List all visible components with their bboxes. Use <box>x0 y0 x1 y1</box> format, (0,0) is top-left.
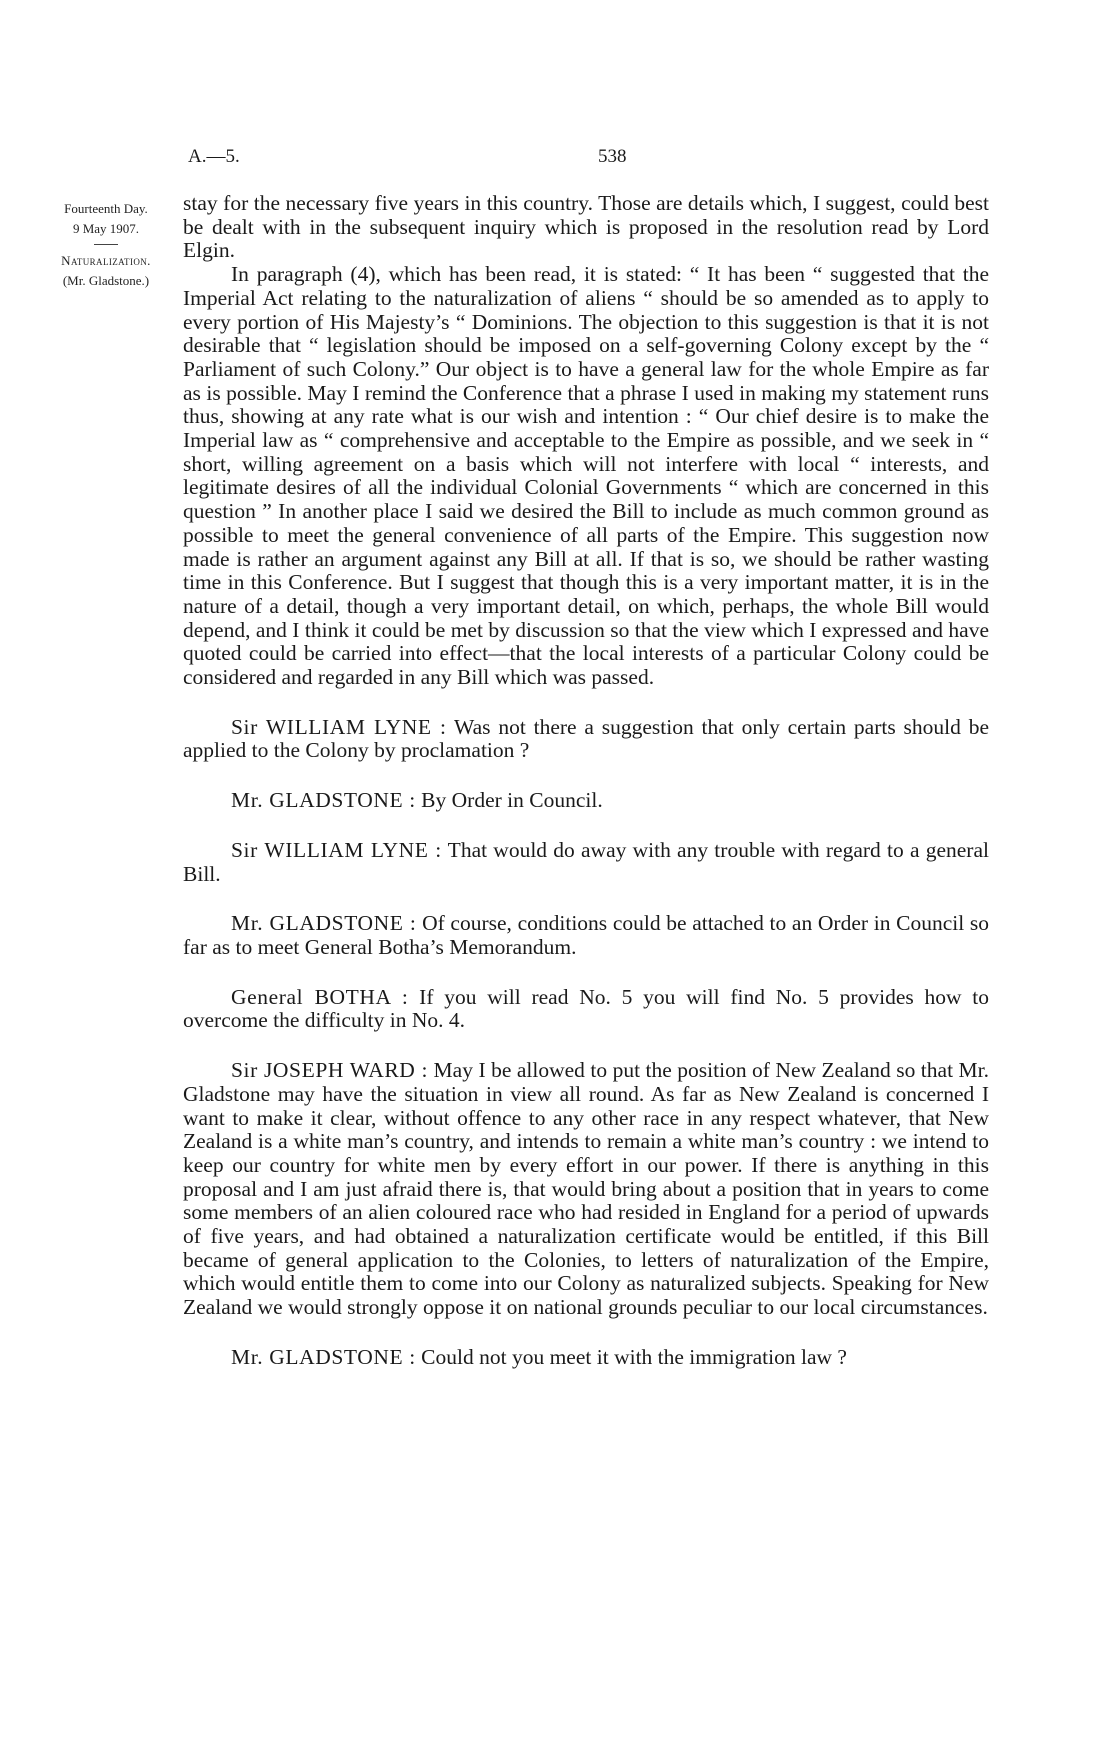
speaker-name: Mr. GLADSTONE : <box>231 911 417 936</box>
speech-paragraph <box>183 986 989 1033</box>
paragraph-continuation <box>183 192 989 263</box>
speech-paragraph <box>183 789 989 813</box>
speech-text: Could not you meet it with the immigration law ? <box>415 1344 847 1369</box>
speech-text: That would do away with any trouble with regard to a general Bill. <box>183 837 989 886</box>
margin-subject: Naturalization. <box>61 253 151 268</box>
page-number: 538 <box>598 146 627 167</box>
margin-date: 9 May 1907. <box>72 221 140 236</box>
speech-text: May I be allowed to put the position of New Zealand so that Mr. Gladstone may have the situation in view all round. As far as New Zealand is concerned I want to make it clear, without offence to any other race in any respect whatever, that New Zealand is a white man’s country, and intends to remain a white man’s country : we intend to keep our country for white men by every effort in our power. If there is anything in this proposal and I am just afraid there is, that would bring about a position that in years to come some members of an alien coloured race who had resided in England for a period of upwards of five years, and had obtained a naturalization certificate would be entitled, if this Bill became of general application to the Colonies, to letters of naturalization of the Empire, which would entitle them to come into our Colony as naturalized subjects. Speaking for New Zealand we would strongly oppose it on national grounds peculiar to our local circumstances. <box>183 1058 989 1320</box>
paragraph-text: stay for the necessary five years in this country. Those are details which, I suggest, could best be dealt with in the subsequent inquiry which is proposed in the resolution read by Lord Elgin. <box>183 191 989 263</box>
speech-text: If you will read No. 5 you will find No. 5 provides how to overcome the difficulty in No. 4. <box>183 984 989 1033</box>
paragraph-text: In paragraph (4), which has been read, it is stated: “ It has been “ suggested that the Imperial Act relating to the naturalization of aliens “ should be so amended as to apply to every portion of His Majesty’s “ Dominions. The objection to this suggestion is that it is not desirable that “ legislation should be imposed on a self-governing Colony except by the “ Parliament of such Colony.” Our object is to have a general law for the whole Empire as far as is possible. May I remind the Conference that a phrase I used in making my statement runs thus, showing at any rate what is our wish and intention : “ Our chief desire is to make the Imperial law as “ comprehensive and acceptable to the Empire as possible, and we seek in “ short, willing agreement on a basis which will not interfere with local “ interests, and legitimate desires of all the individual Colonial Governments “ which are concerned in this question ” In another place I said we desired the Bill to include as much common ground as possible to meet the general convenience of all parts of the Empire. This suggestion now made is rather an argument against any Bill at all. If that is so, we should be rather wasting time in this Conference. But I suggest that though this is a very important matter, it is in the nature of a detail, though a very important detail, on which, perhaps, the whole Bill would depend, and I think it could be met by discussion so that the view which I expressed and have quoted could be carried into effect—that the local interests of a particular Colony could be considered and regarded in any Bill which was passed. <box>183 262 989 690</box>
speech-paragraph <box>183 716 989 763</box>
document-reference: A.—5. <box>188 146 240 167</box>
speaker-name: Mr. GLADSTONE : <box>231 1344 416 1369</box>
speech-paragraph <box>183 839 989 886</box>
speech-text: Of course, conditions could be attached to an Order in Council so far as to meet General Botha’s Memorandum. <box>183 911 989 959</box>
paragraph <box>183 263 989 690</box>
margin-notes <box>40 199 172 291</box>
speaker-name: Sir WILLIAM LYNE : <box>231 714 447 739</box>
body-text <box>183 192 989 1370</box>
speech-paragraph <box>183 1346 989 1370</box>
speaker-name: Mr. GLADSTONE : <box>231 788 416 813</box>
speaker-name: Sir JOSEPH WARD : <box>231 1058 429 1083</box>
speaker-name: Sir WILLIAM LYNE : <box>231 837 442 862</box>
margin-day: Fourteenth Day. <box>64 201 148 216</box>
running-header <box>188 146 988 174</box>
margin-speaker: (Mr. Gladstone.) <box>62 273 150 288</box>
speech-text: Was not there a suggestion that only certain parts should be applied to the Colony by proclamation ? <box>183 714 989 763</box>
speech-text: By Order in Council. <box>415 788 603 813</box>
speech-paragraph <box>183 1059 989 1320</box>
speaker-name: General BOTHA : <box>231 984 409 1009</box>
margin-divider <box>94 244 118 245</box>
speech-paragraph <box>183 912 989 959</box>
